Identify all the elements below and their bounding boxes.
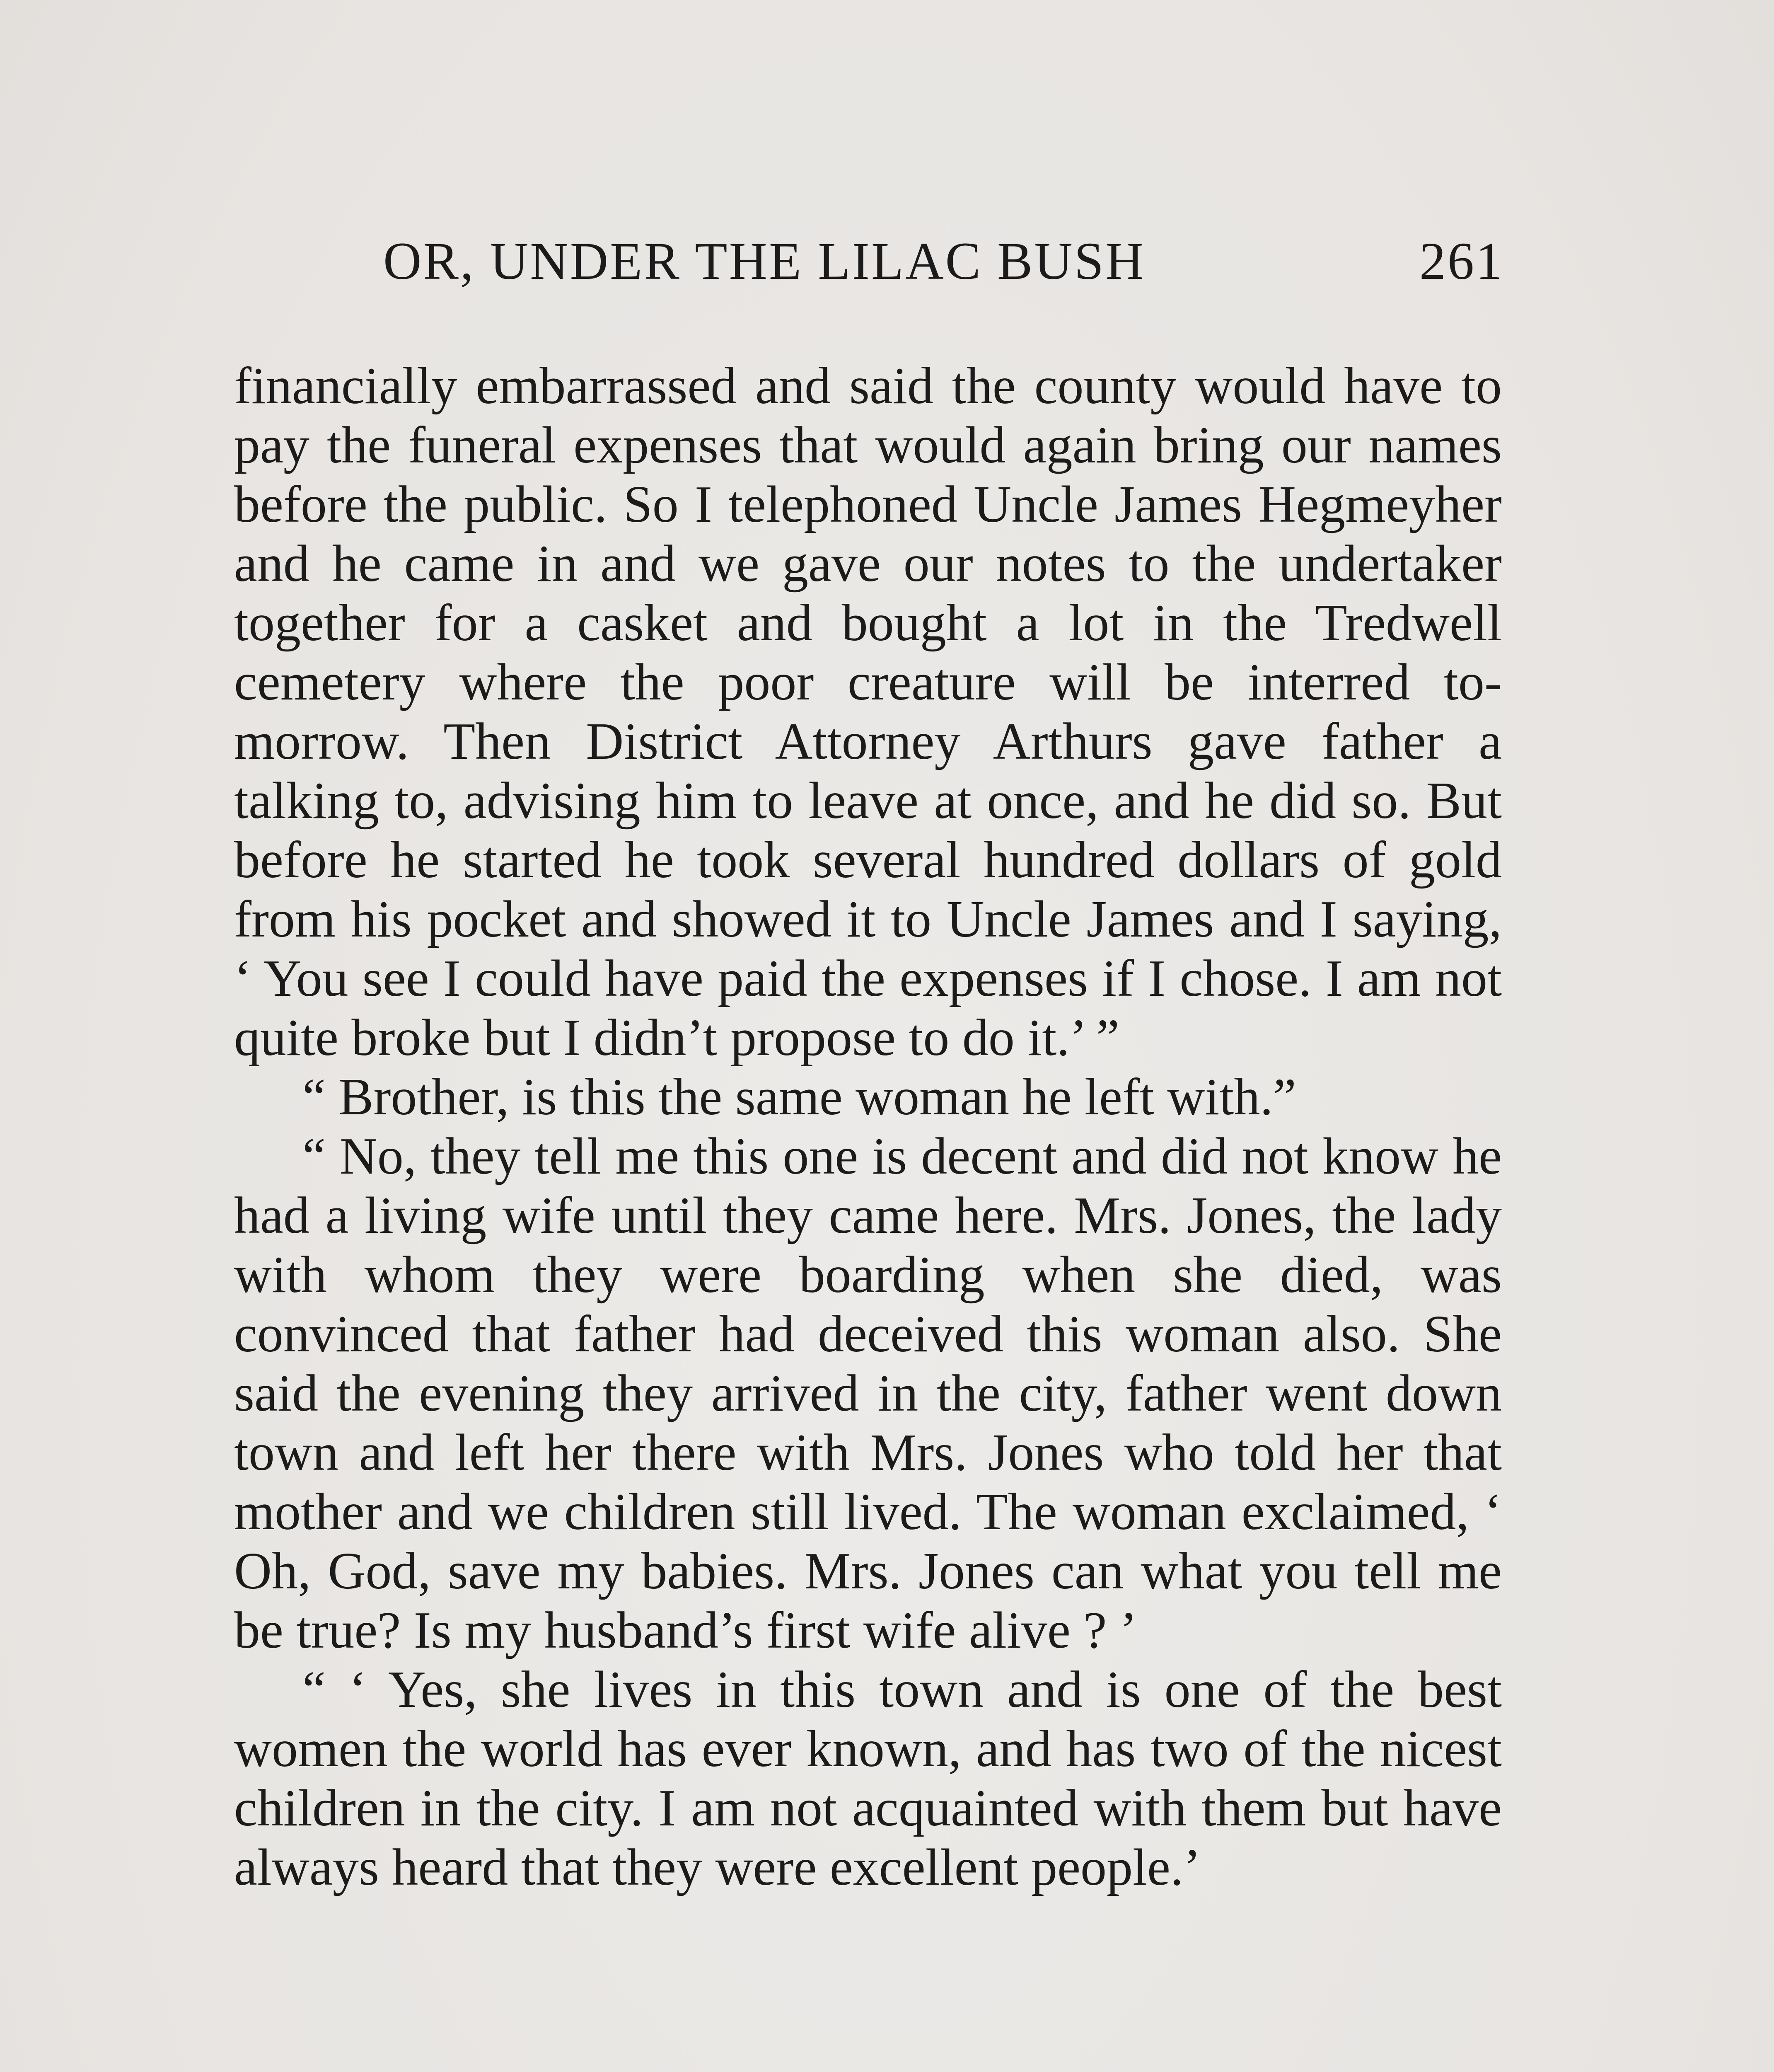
paragraph-dialogue: “ No, they tell me this one is decent and did not know he had a living wife until they came here. Mrs. Jones, the lady with whom they were boarding when she died, was convinced that father had deceived this woman also. She said the evening they arrived in the city, father went down town and left her there with Mrs. Jones who told her that mother and we children still lived. The woman exclaimed, ‘ Oh, God, save my babies. Mrs. Jones can what you tell me be true? Is my husband’s first wife alive ? ’ xyxy=(234,1128,1502,1659)
paragraph-dialogue: “ ‘ Yes, she lives in this town and is one of the best women the world has ever known, and has two of the nicest children in the city. I am not acquainted with them but have always heard that they were excellent people.’ xyxy=(234,1661,1502,1896)
paragraph-continued: financially embarrassed and said the county would have to pay the funeral expenses that would again bring our names before the public. So I telephoned Uncle James Hegmeyher and he came in and we gave our notes to the undertaker together for a casket and bought a lot in the Tredwell cemetery where the poor creature will be interred to-morrow. Then District Attorney Arthurs gave father a talking to, advising him to leave at once, and he did so. But before he started he took several hundred dollars of gold from his pocket and showed it to Uncle James and I saying, ‘ You see I could have paid the expenses if I chose. I am not quite broke but I didn’t propose to do it.’ ” xyxy=(234,357,1502,1067)
page-number: 261 xyxy=(1419,232,1504,290)
paragraph-dialogue: “ Brother, is this the same woman he left with.” xyxy=(302,1068,1296,1126)
body-text xyxy=(234,356,1502,1897)
running-head xyxy=(383,226,1504,296)
running-title: OR, UNDER THE LILAC BUSH xyxy=(383,232,1146,290)
